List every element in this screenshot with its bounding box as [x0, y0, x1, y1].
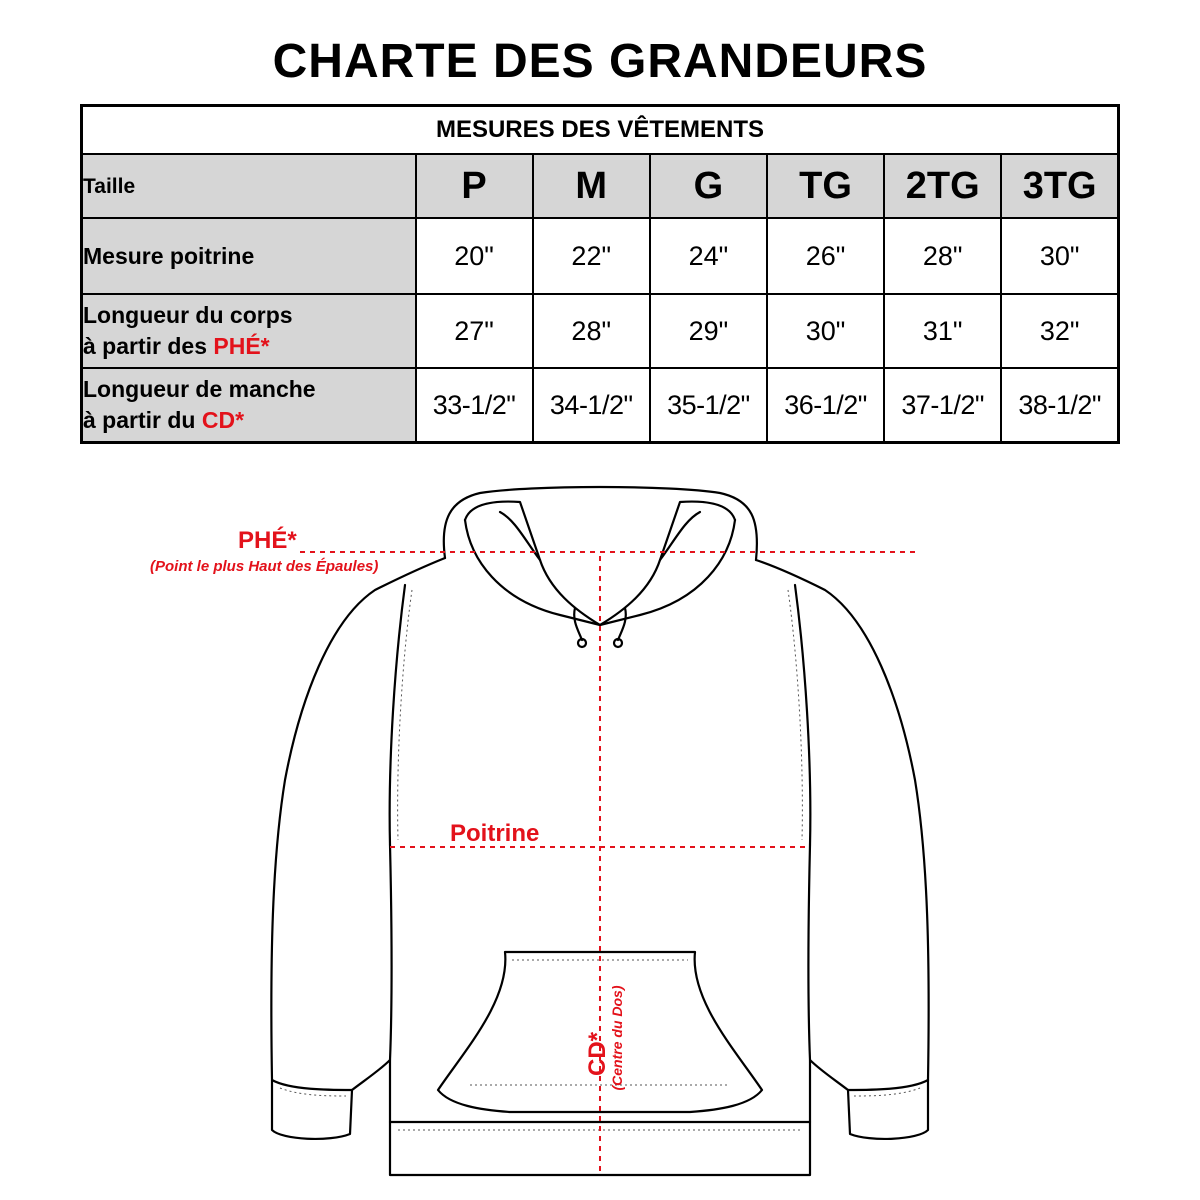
row-label-line2-red: PHÉ* — [213, 333, 270, 360]
right-side-seam — [809, 845, 811, 1060]
table-cell: 35-1/2" — [650, 368, 767, 442]
row-label-line2-red: CD* — [201, 407, 245, 434]
row-label-line2: à partir du — [83, 407, 202, 434]
table-cell: 31" — [884, 294, 1001, 368]
size-header: 3TG — [1001, 154, 1118, 218]
table-caption: MESURES DES VÊTEMENTS — [82, 106, 1119, 155]
cd-label: CD* — [584, 1032, 611, 1077]
hood-outline — [444, 487, 757, 560]
table-cell: 27" — [416, 294, 533, 368]
table-cell: 32" — [1001, 294, 1118, 368]
table-cell: 20" — [416, 218, 533, 294]
size-header: P — [416, 154, 533, 218]
size-header: M — [533, 154, 650, 218]
row-label-line2: à partir des — [83, 333, 214, 360]
table-cell: 24" — [650, 218, 767, 294]
page-title: CHARTE DES GRANDEURS — [272, 35, 928, 88]
cd-note: (Centre du Dos) — [609, 985, 625, 1091]
table-cell: 33-1/2" — [416, 368, 533, 442]
left-cuff — [272, 1080, 352, 1090]
table-cell: 28" — [884, 218, 1001, 294]
table-cell: 28" — [533, 294, 650, 368]
row-label-line1: Longueur de manche — [83, 376, 316, 403]
table-cell: 30" — [1001, 218, 1118, 294]
row-label-line1: Longueur du corps — [83, 302, 293, 329]
table-cell: 34-1/2" — [533, 368, 650, 442]
table-cell: 38-1/2" — [1001, 368, 1118, 442]
size-header: TG — [767, 154, 884, 218]
left-side-seam — [390, 845, 392, 1060]
size-header: 2TG — [884, 154, 1001, 218]
right-cuff — [848, 1080, 928, 1090]
table-cell: 26" — [767, 218, 884, 294]
size-label: Taille — [82, 154, 416, 218]
table-cell: 37-1/2" — [884, 368, 1001, 442]
phe-label: PHÉ* — [238, 527, 297, 554]
phe-note: (Point le plus Haut des Épaules) — [150, 558, 379, 575]
row-label-line1: Mesure poitrine — [83, 242, 255, 269]
chest-label: Poitrine — [450, 820, 540, 847]
table-cell: 30" — [767, 294, 884, 368]
table-cell: 36-1/2" — [767, 368, 884, 442]
table-cell: 29" — [650, 294, 767, 368]
size-header: G — [650, 154, 767, 218]
table-cell: 22" — [533, 218, 650, 294]
